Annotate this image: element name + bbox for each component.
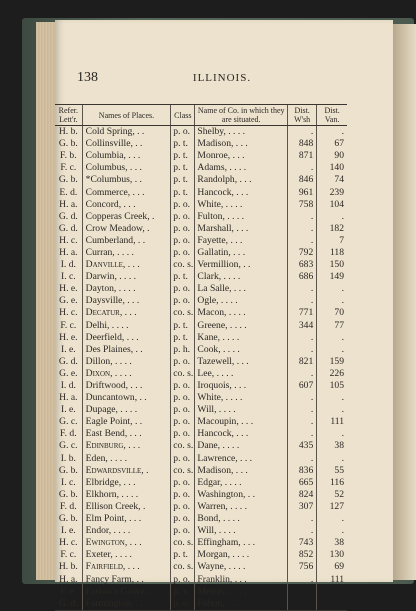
table-row (55, 501, 347, 513)
place-name: Concord, . . . (82, 199, 171, 211)
class-cell: p. o. (171, 404, 195, 416)
ref-cell: H. c. (59, 234, 78, 246)
dist-wash-cell: 836 (288, 465, 317, 477)
class-cell: co. s. (171, 440, 195, 452)
dist-van-cell: 74 (317, 174, 347, 186)
ref-cell: H. b. (58, 126, 78, 138)
table-row (55, 138, 347, 150)
county-cell: Bond, . . . . (195, 513, 288, 525)
dist-wash-cell: 435 (288, 440, 317, 452)
dist-van-cell: . (317, 428, 347, 440)
dist-van-cell: 67 (317, 138, 347, 150)
ref-cell: G. b. (58, 174, 78, 186)
class-cell: p. o. (171, 356, 195, 368)
place-name: Elm Point, . . . (82, 513, 171, 525)
table-row (55, 199, 347, 211)
class-cell: p. o. (171, 598, 195, 611)
dist-wash-cell: . (288, 586, 317, 598)
class-cell: p. o. (171, 453, 195, 465)
ref-cell: G. b. (58, 488, 78, 500)
facing-page-edge (393, 24, 416, 580)
county-cell: Will, . . . . (195, 404, 288, 416)
place-name: Ewington, . . . (82, 537, 171, 549)
table-row (55, 271, 347, 283)
table-row (55, 283, 347, 295)
class-cell: p. o. (171, 199, 195, 211)
dist-van-cell: . (317, 586, 347, 598)
class-cell: co. s. (171, 368, 195, 380)
dist-van-cell: . (317, 211, 347, 223)
ref-cell: H. c. (59, 537, 78, 549)
county-cell: Greene, . . . . (195, 320, 288, 332)
dist-van-cell: . (317, 295, 347, 307)
table-row (55, 223, 347, 235)
place-name: Dayton, . . . . (82, 283, 171, 295)
table-row (55, 162, 347, 174)
place-name: Exeter, . . . . (82, 549, 171, 561)
class-cell: p. o. (171, 235, 195, 247)
table-row (55, 344, 347, 356)
county-cell: Washington, . . (195, 489, 288, 501)
county-cell: Shelby, . . . . (195, 126, 288, 139)
dist-wash-cell: . (288, 598, 317, 611)
class-cell: p. t. (171, 271, 195, 283)
class-cell: p. o. (171, 477, 195, 489)
class-cell: p. h. (171, 344, 195, 356)
table-row (55, 126, 347, 139)
dist-wash-cell: . (288, 162, 317, 174)
county-cell: Lee, . . . . (195, 368, 288, 380)
class-cell: p. o. (171, 211, 195, 223)
dist-wash-cell: 848 (288, 138, 317, 150)
ref-cell: F. d. (60, 428, 77, 440)
table-row (55, 489, 347, 501)
table-row (55, 440, 347, 452)
dist-van-cell: 104 (317, 199, 347, 211)
place-name: Ellison Creek, . (82, 501, 171, 513)
class-cell: p. t. (171, 332, 195, 344)
dist-wash-cell: 852 (288, 549, 317, 561)
place-name: Farlow's Grove, . (82, 586, 171, 598)
dist-van-cell: 7 (317, 235, 347, 247)
county-cell: Ogle, . . . . (195, 295, 288, 307)
ref-cell: G. b. (58, 464, 78, 476)
table-row (55, 295, 347, 307)
dist-wash-cell: . (288, 368, 317, 380)
ref-cell: G. c. (59, 416, 78, 428)
dist-van-cell: 130 (317, 549, 347, 561)
place-name: Eagle Point, . . (82, 416, 171, 428)
ref-cell: I. c. (61, 271, 76, 283)
dist-wash-cell: . (288, 573, 317, 585)
dist-van-cell: . (317, 404, 347, 416)
dist-van-cell: . (317, 126, 347, 139)
dist-wash-cell: 665 (288, 477, 317, 489)
place-name: Duncantown, . . (82, 392, 171, 404)
place-name: East Bend, . . . (82, 428, 171, 440)
ref-cell: H. a. (59, 392, 78, 404)
county-cell: Hancock, . . . (195, 428, 288, 440)
header-ref: Refer. Lett'r. (55, 105, 82, 126)
table-row (55, 320, 347, 332)
place-name: Eden, . . . . (82, 453, 171, 465)
class-cell: p. t. (171, 162, 195, 174)
dist-van-cell: 239 (317, 186, 347, 198)
class-cell: p. t. (171, 138, 195, 150)
place-name: Fancy Farm, . . (82, 573, 171, 585)
dist-wash-cell: 344 (288, 320, 317, 332)
ref-cell: I. d. (60, 380, 76, 392)
table-row (55, 380, 347, 392)
class-cell: co. s. (171, 561, 195, 573)
ref-cell: E. d. (59, 186, 78, 198)
class-cell: co. s. (171, 465, 195, 477)
table-row (55, 465, 347, 477)
dist-van-cell: . (317, 283, 347, 295)
ref-cell: G. d. (55, 598, 82, 611)
ref-cell: I. b. (60, 452, 76, 464)
place-name: Daysville, . . . (82, 295, 171, 307)
place-name: Cold Spring, . . (82, 126, 171, 139)
class-cell: p. t. (171, 186, 195, 198)
class-cell: p. o. (171, 501, 195, 513)
class-cell: co. s. (171, 307, 195, 319)
class-cell: p. o. (171, 513, 195, 525)
county-cell: Mercer, . . . . (195, 586, 288, 598)
county-cell: Cook, . . . . (195, 344, 288, 356)
place-name: Columbus, . . . (82, 162, 171, 174)
county-cell: La Salle, . . . (195, 283, 288, 295)
dist-wash-cell: 307 (288, 501, 317, 513)
dist-wash-cell: . (288, 126, 317, 139)
table-row (55, 573, 347, 585)
dist-van-cell: . (317, 525, 347, 537)
county-cell: Edgar, . . . . (195, 477, 288, 489)
ref-cell: H. c. (59, 307, 78, 319)
table-row (55, 549, 347, 561)
class-cell: p. o. (171, 525, 195, 537)
dist-van-cell: 90 (317, 150, 347, 162)
place-name: Danville, . . . (82, 259, 171, 271)
class-cell: p. o. (171, 247, 195, 259)
place-name: Curran, . . . . (82, 247, 171, 259)
class-cell: p. o. (171, 428, 195, 440)
ref-cell: G. d. (58, 210, 78, 222)
county-cell: Adams, . . . . (195, 162, 288, 174)
ref-cell: I. d. (60, 259, 76, 271)
place-name: Deerfield, . . . (82, 332, 171, 344)
table-row (55, 307, 347, 319)
dist-wash-cell: . (288, 416, 317, 428)
place-name: Edinburg, . . . (82, 440, 171, 452)
place-name: Copperas Creek, . (82, 211, 171, 223)
table-row (55, 428, 347, 440)
county-cell: White, . . . . (195, 392, 288, 404)
class-cell: p. o. (171, 283, 195, 295)
table-row (55, 477, 347, 489)
dist-van-cell: 127 (317, 501, 347, 513)
ref-cell: G. e. (59, 295, 78, 307)
ref-cell: F. c. (60, 549, 77, 561)
table-row (55, 247, 347, 259)
county-cell: Monroe, . . . (195, 150, 288, 162)
dist-van-cell: 226 (317, 368, 347, 380)
page-number: 138 (77, 70, 98, 85)
county-cell: Marshall, . . . (195, 223, 288, 235)
place-name: Driftwood, . . . (82, 380, 171, 392)
header-class: Class (171, 105, 195, 126)
place-name: Endor, . . . . (82, 525, 171, 537)
ref-cell: H. a. (59, 246, 78, 258)
dist-wash-cell: . (288, 404, 317, 416)
table-row (55, 513, 347, 525)
county-cell: Kane, . . . . (195, 332, 288, 344)
county-cell: Macoupin, . . . (195, 416, 288, 428)
county-cell: Wayne, . . . . (195, 561, 288, 573)
dist-wash-cell: 824 (288, 489, 317, 501)
dist-van-cell: 38 (317, 440, 347, 452)
dist-wash-cell: 607 (288, 380, 317, 392)
table-row (55, 537, 347, 549)
county-cell: Tazewell, . . . (195, 356, 288, 368)
table-row (55, 368, 347, 380)
place-name: Columbia, . . . (82, 150, 171, 162)
dist-van-cell: 116 (317, 477, 347, 489)
class-cell: p. o. (171, 489, 195, 501)
class-cell: p. v. (171, 586, 195, 598)
dist-van-cell: 150 (317, 259, 347, 271)
dist-wash-cell: . (288, 525, 317, 537)
ref-cell: F. c. (60, 319, 77, 331)
class-cell: p. t. (171, 549, 195, 561)
county-cell: Franklin, . . . (195, 573, 288, 585)
table-row (55, 174, 347, 186)
header-dist-wash: Dist. W'sh (288, 105, 317, 126)
county-cell: Lawrence, . . . (195, 453, 288, 465)
table-row (55, 453, 347, 465)
dist-van-cell: . (317, 332, 347, 344)
dist-wash-cell: 743 (288, 537, 317, 549)
gazetteer-table (55, 104, 347, 611)
place-name: Delhi, . . . . (82, 320, 171, 332)
ref-cell: I. c. (61, 476, 76, 488)
dist-van-cell: 111 (317, 573, 347, 585)
ref-cell: G. b. (58, 513, 78, 525)
ref-cell: H. a. (59, 573, 78, 585)
dist-van-cell: 77 (317, 320, 347, 332)
dist-wash-cell: . (288, 235, 317, 247)
dist-wash-cell: . (288, 513, 317, 525)
dist-wash-cell: 792 (288, 247, 317, 259)
place-name: Farmington, . . (82, 598, 171, 611)
county-cell: Madison, . . . (195, 465, 288, 477)
place-name: Darwin, . . . . (82, 271, 171, 283)
dist-wash-cell: 821 (288, 356, 317, 368)
page-header (77, 70, 367, 88)
county-cell: Macon, . . . . (195, 307, 288, 319)
dist-wash-cell: 683 (288, 259, 317, 271)
place-name: Dixon, . . . . (82, 368, 171, 380)
class-cell: p. o. (171, 126, 195, 139)
ref-cell: G. c. (59, 440, 78, 452)
table-row (55, 211, 347, 223)
county-cell: Vermillion, . . (195, 259, 288, 271)
dist-wash-cell: . (288, 211, 317, 223)
dist-wash-cell: 771 (288, 307, 317, 319)
place-name: Elkhorn, . . . . (82, 489, 171, 501)
ref-cell: G. d. (58, 222, 78, 234)
place-name: Crow Meadow, . (82, 223, 171, 235)
place-name: Dillon, . . . . (82, 356, 171, 368)
table-row (55, 586, 347, 598)
table-row (55, 561, 347, 573)
dist-van-cell: . (317, 598, 347, 611)
county-cell: Will, . . . . (195, 525, 288, 537)
dist-wash-cell: . (288, 344, 317, 356)
class-cell: p. o. (171, 223, 195, 235)
dist-van-cell: . (317, 513, 347, 525)
ref-cell: F. c. (60, 162, 77, 174)
dist-van-cell: 105 (317, 380, 347, 392)
place-name: Collinsville, . . (82, 138, 171, 150)
dist-wash-cell: . (288, 392, 317, 404)
dist-van-cell: 111 (317, 416, 347, 428)
dist-van-cell: 55 (317, 465, 347, 477)
class-cell: p. o. (171, 573, 195, 585)
dist-wash-cell: 846 (288, 174, 317, 186)
county-cell: Fulton, . . . . (195, 598, 288, 611)
table-row (55, 259, 347, 271)
dist-van-cell: 159 (317, 356, 347, 368)
place-name: Decatur, . . . (82, 307, 171, 319)
table-header-row (55, 105, 347, 126)
dist-wash-cell: . (288, 295, 317, 307)
county-cell: Dane, . . . . (195, 440, 288, 452)
dist-wash-cell: . (288, 223, 317, 235)
class-cell: p. o. (171, 416, 195, 428)
dist-van-cell: . (317, 344, 347, 356)
place-name: Dupage, . . . . (82, 404, 171, 416)
county-cell: Randolph, . . . (195, 174, 288, 186)
county-cell: Effingham, . . . (195, 537, 288, 549)
county-cell: Iroquois, . . . (195, 380, 288, 392)
place-name: Commerce, . . . (82, 186, 171, 198)
ref-cell: G. e. (59, 367, 78, 379)
place-name: Des Plaines, . . (82, 344, 171, 356)
ref-cell: H. a. (59, 198, 78, 210)
dist-van-cell: 140 (317, 162, 347, 174)
table-row (55, 392, 347, 404)
dist-van-cell: 149 (317, 271, 347, 283)
dist-van-cell: 38 (317, 537, 347, 549)
dist-van-cell: . (317, 453, 347, 465)
county-cell: White, . . . . (195, 199, 288, 211)
table-row (55, 235, 347, 247)
table-row (55, 356, 347, 368)
ref-cell: F. d. (60, 500, 77, 512)
class-cell: p. t. (171, 150, 195, 162)
dist-van-cell: 70 (317, 307, 347, 319)
dist-van-cell: 69 (317, 561, 347, 573)
table-row (55, 525, 347, 537)
ref-cell: H. b. (58, 561, 78, 573)
table-row (55, 416, 347, 428)
table-row (55, 186, 347, 198)
dist-wash-cell: . (288, 332, 317, 344)
ref-cell: G. d. (58, 355, 78, 367)
class-cell: co. s. (171, 537, 195, 549)
class-cell: p. o. (171, 295, 195, 307)
ref-cell: G. b. (58, 138, 78, 150)
running-head: ILLINOIS. (192, 72, 252, 84)
county-cell: Madison, . . . (195, 138, 288, 150)
county-cell: Gallatin, . . . (195, 247, 288, 259)
county-cell: Fulton, . . . . (195, 211, 288, 223)
header-county: Name of Co. in which they are situated. (195, 105, 288, 126)
county-cell: Clark, . . . . (195, 271, 288, 283)
county-cell: Morgan, . . . . (195, 549, 288, 561)
county-cell: Warren, . . . . (195, 501, 288, 513)
dist-wash-cell: . (288, 428, 317, 440)
county-cell: Fayette, . . . (195, 235, 288, 247)
class-cell: p. o. (171, 392, 195, 404)
dist-wash-cell: 961 (288, 186, 317, 198)
dist-wash-cell: . (288, 283, 317, 295)
table-row (55, 404, 347, 416)
ref-cell: F. e. (60, 585, 77, 597)
dist-van-cell: . (317, 392, 347, 404)
dist-wash-cell: 756 (288, 561, 317, 573)
ref-cell: F. b. (60, 150, 77, 162)
dist-wash-cell: 758 (288, 199, 317, 211)
ref-cell: I. e. (61, 404, 76, 416)
place-name: Cumberland, . . (82, 235, 171, 247)
dist-van-cell: 118 (317, 247, 347, 259)
class-cell: p. t. (171, 174, 195, 186)
class-cell: co. s. (171, 259, 195, 271)
class-cell: p. o. (171, 380, 195, 392)
dist-wash-cell: 871 (288, 150, 317, 162)
ref-cell: H. e. (59, 331, 78, 343)
ref-cell: I. e. (61, 525, 76, 537)
ref-cell: H. e. (59, 283, 78, 295)
table-row (55, 332, 347, 344)
county-cell: Hancock, . . . (195, 186, 288, 198)
dist-van-cell: 52 (317, 489, 347, 501)
place-name: Edwardsville, . (82, 465, 171, 477)
place-name: *Columbus, . . (82, 174, 171, 186)
table-row (55, 150, 347, 162)
place-name: Elbridge, . . . (82, 477, 171, 489)
header-dist-van: Dist. Van. (317, 105, 347, 126)
dist-wash-cell: . (288, 453, 317, 465)
ref-cell: I. e. (61, 343, 76, 355)
place-name: Fairfield, . . . (82, 561, 171, 573)
dist-van-cell: 182 (317, 223, 347, 235)
class-cell: p. t. (171, 320, 195, 332)
dist-wash-cell: 686 (288, 271, 317, 283)
header-name: Names of Places. (82, 105, 171, 126)
